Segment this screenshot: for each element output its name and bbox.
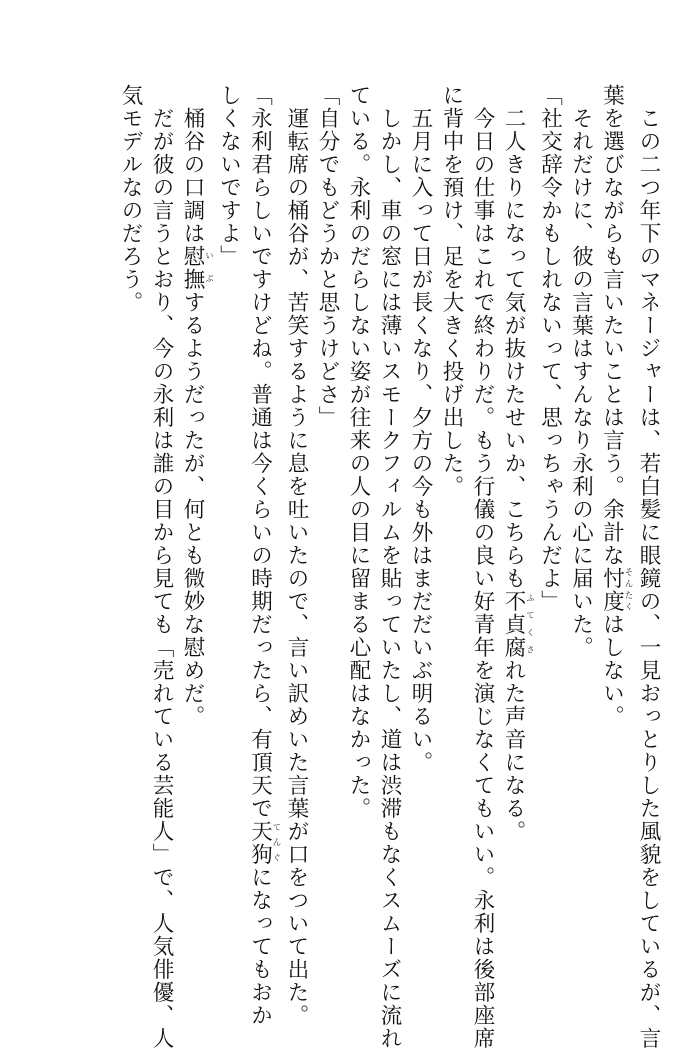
text-segment: ている。永利のだらしない姿が往来の人の目に留まる心配はなかった。 (346, 84, 371, 820)
text-segment: 二人きりになって気が抜けたせいか、こちらも (501, 84, 526, 590)
text-line (467, 84, 498, 1050)
ruby-base: 不貞腐 (501, 590, 526, 659)
vertical-text-block (115, 84, 664, 1050)
text-segment: 「永利君らしいですけどね。普通は今くらいの時期だったら、有頂天で (247, 84, 273, 820)
text-segment: それだけに、彼の言葉はすんなり永利の心に届いた。 (568, 84, 594, 659)
text-segment: 五月に入って日が長くなり、夕方の今も外はまだだいぶ明るい。 (408, 84, 433, 774)
text-line (214, 84, 245, 974)
text-line (312, 84, 343, 974)
text-segment: だが彼の言うとおり、今の永利は誰の目から見ても「売れている芸能人」で、人気俳優、人 (149, 84, 174, 1050)
text-segment: はしない。 (599, 613, 625, 728)
ruby-annotation (247, 820, 281, 866)
ruby-reading: てんぐ (271, 820, 281, 866)
text-segment: するようだったが、何とも微妙な慰めだ。 (180, 291, 205, 728)
text-line (436, 84, 467, 974)
text-line (281, 84, 312, 1027)
text-line (374, 84, 405, 1050)
text-segment: 「社交辞令かもしれないって、思っちゃうんだよ」 (537, 84, 563, 613)
ruby-base: 慰撫 (180, 245, 205, 291)
ruby-annotation (501, 590, 535, 659)
text-segment: れた声音になる。 (501, 659, 526, 843)
text-segment: この二つ年下のマネージャーは、若白髪に眼鏡の、一見おっとりした風貌をしているが、言 (636, 84, 661, 1050)
ruby-reading: そんたく (623, 567, 633, 613)
text-line (566, 84, 597, 974)
text-line (633, 84, 664, 1050)
text-line (535, 84, 566, 974)
text-line (498, 84, 535, 974)
text-line (146, 84, 177, 1050)
text-segment: に背中を預け、足を大きく投げ出した。 (439, 84, 464, 498)
text-segment: になってもおか (247, 866, 273, 1027)
ruby-reading: いぶ (203, 245, 214, 291)
ruby-base: 忖度 (599, 567, 625, 613)
text-segment: 葉を選びながらも言いたいことは言う。余計な (599, 84, 625, 567)
text-line (177, 84, 214, 974)
text-segment: 今日の仕事はこれで終わりだ。もう行儀の良い好青年を演じなくてもいい。永利は後部座席 (470, 84, 495, 1050)
text-line (405, 84, 436, 974)
text-segment: 「自分でもどうかと思うけどさ」 (315, 84, 340, 429)
ruby-annotation (180, 245, 214, 291)
text-segment: 桶谷の口調は (180, 84, 205, 245)
ruby-base: 天狗 (247, 820, 273, 866)
text-line (115, 84, 146, 974)
text-line (343, 84, 374, 974)
text-segment: 運転席の桶谷が、苦笑するように息を吐いたので、言い訳めいた言葉が口をついて出た。 (284, 84, 309, 1027)
text-line (245, 84, 282, 1027)
ruby-annotation (599, 567, 633, 613)
text-segment: しかし、車の窓には薄いスモークフィルムを貼っていたし、道は渋滞もなくスムーズに流れ (377, 84, 402, 1050)
text-segment: 気モデルなのだろう。 (118, 84, 143, 314)
text-segment: しくないですよ」 (216, 84, 242, 268)
ruby-reading: ふてくさ (524, 590, 535, 659)
text-line (597, 84, 634, 974)
